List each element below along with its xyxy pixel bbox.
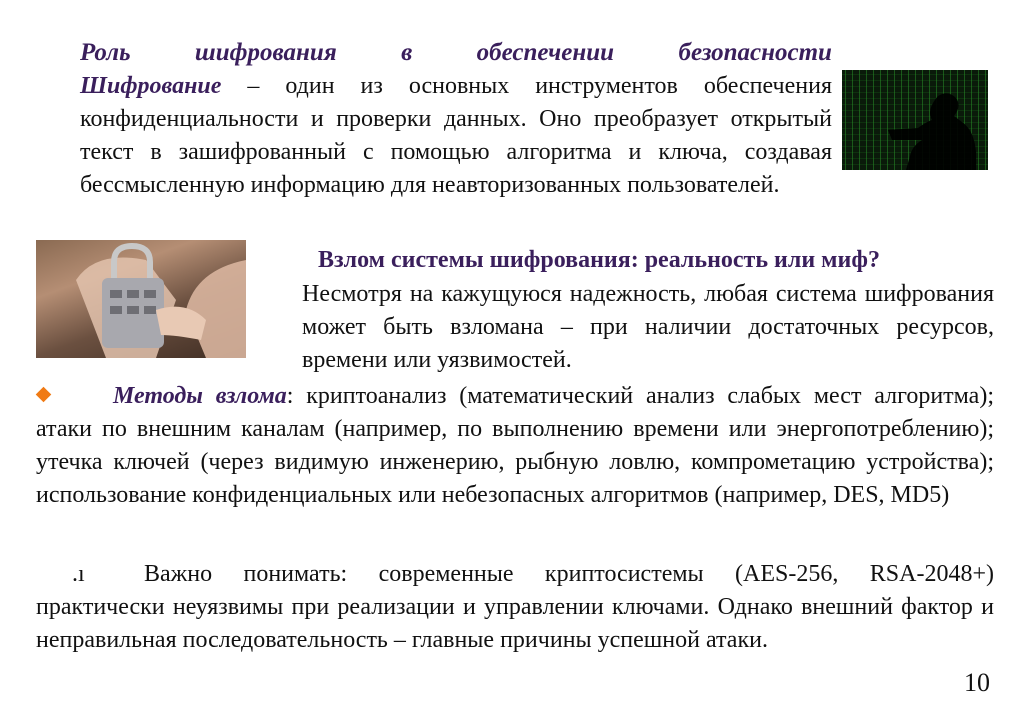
important-paragraph xyxy=(36,558,994,657)
page-number: 10 xyxy=(964,668,990,697)
bullet-marker: .ı xyxy=(72,561,85,587)
diamond-bullet-icon xyxy=(36,387,52,403)
slide-title xyxy=(80,36,832,70)
title-word: в xyxy=(401,39,413,66)
title-word: безопасности xyxy=(678,39,832,66)
hacker-matrix-image xyxy=(842,70,988,170)
padlock-hands-image xyxy=(36,240,246,358)
intro-term: Шифрование xyxy=(80,73,222,99)
hacking-text: Несмотря на кажущуюся надежность, любая система шифрования может быть взломана – при наличии достаточных ресурсов, времени или уязвимостей. xyxy=(302,281,994,373)
methods-term: Методы взлома xyxy=(113,383,287,409)
intro-paragraph xyxy=(36,70,832,202)
intro-text: – один из основных инструментов обеспечения конфиденциальности и проверки данных. Оно преобразует открытый текст в зашифрованный с помощью алгоритма и ключа, создавая бессмысленную информацию для неавторизованных пользователей. xyxy=(80,73,832,198)
hacker-silhouette-icon xyxy=(842,70,988,170)
title-word: Роль xyxy=(80,39,131,66)
hacking-paragraph xyxy=(258,278,994,377)
hacking-title: Взлом системы шифрования: реальность или миф? xyxy=(318,247,880,273)
important-text: Важно понимать: современные криптосистемы (AES-256, RSA-2048+) практически неуязвимы при реализации и управлении ключами. Однако внешний фактор и неправильная последовательность – главные причины успешной атаки. xyxy=(36,561,994,653)
padlock-icon xyxy=(36,240,246,358)
title-word: шифрования xyxy=(194,39,337,66)
methods-paragraph xyxy=(36,380,994,512)
title-word: обеспечении xyxy=(476,39,615,66)
methods-text: : криптоанализ (математический анализ слабых мест алгоритма); атаки по внешним каналам (например, по выполнению времени или энергопотреблению); утечка ключей (через видимую инженерию, рыбную ловлю, компрометацию устройства); использование конфиденциальных или небезопасных алгоритмов (например, DES, MD5) xyxy=(36,383,994,508)
